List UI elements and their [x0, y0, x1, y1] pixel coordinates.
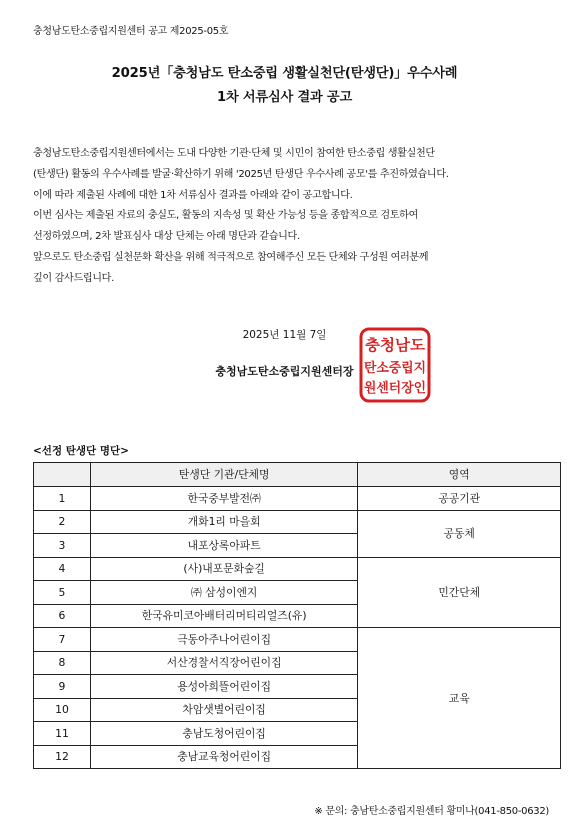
title-line2: 1차 서류심사 결과 공고 [216, 90, 352, 105]
row-number: 6 [34, 604, 91, 628]
body-line: 선정하였으며, 2차 발표심사 대상 단체는 아래 명단과 같습니다. [33, 231, 300, 243]
row-number: 12 [34, 745, 91, 769]
contact-info: ※ 문의: 충남탄소중립지원센터 황미나(041-850-0632) [314, 806, 549, 817]
body-line: 충청남도탄소중립지원센터에서는 도내 다양한 기관·단체 및 시민이 참여한 탄소중립 생활실천단 [33, 148, 435, 159]
group-name: 한국중부발전㈜ [90, 487, 357, 511]
group-name: 한국유미코아배터리머티리얼즈(유) [90, 604, 357, 628]
announcement-body [33, 144, 553, 290]
body-line: (탄생단) 활동의 우수사례를 발굴·확산하기 위해 '2025년 탄생단 우수사례 공모'를 추진하였습니다. [33, 168, 449, 180]
category-cell: 공공기관 [358, 487, 561, 511]
row-number: 5 [34, 581, 91, 605]
column-header-name: 탄생단 기관/단체명 [90, 463, 357, 487]
row-number: 3 [34, 534, 91, 558]
row-number: 1 [34, 487, 91, 511]
group-name: 충남교육청어린이집 [90, 745, 357, 769]
row-number: 7 [34, 628, 91, 652]
table-row [34, 557, 561, 581]
group-name: 서산경찰서직장어린이집 [90, 651, 357, 675]
category-cell: 공동체 [358, 510, 561, 557]
group-name: 차암샛별어린이집 [90, 698, 357, 722]
announcement-date: 2025년 11월 7일 [242, 329, 327, 341]
table-row [34, 487, 561, 511]
body-line: 깊이 감사드립니다. [33, 272, 114, 284]
official-seal-icon [358, 326, 432, 404]
seal-text-line3: 원센터장인 [364, 381, 427, 396]
body-line: 앞으로도 탄소중립 실천문화 확산을 위해 적극적으로 참여해주신 모든 단체와 구성원 여러분께 [33, 251, 429, 263]
group-name: (사)내포문화숲길 [90, 557, 357, 581]
group-name: 내포상록아파트 [90, 534, 357, 558]
list-title: <선정 탄생단 명단> [33, 445, 129, 457]
table-header-row [34, 463, 561, 487]
category-cell: 민간단체 [358, 557, 561, 628]
group-name: ㈜ 삼성이엔지 [90, 581, 357, 605]
title-line1: 2025년「충청남도 탄소중립 생활실천단(탄생단)」우수사례 [111, 66, 458, 81]
row-number: 4 [34, 557, 91, 581]
category-cell: 교육 [358, 628, 561, 769]
table-row [34, 510, 561, 534]
row-number: 10 [34, 698, 91, 722]
body-line: 이번 심사는 제출된 자료의 충실도, 활동의 지속성 및 확산 가능성 등을 종합적으로 검토하여 [33, 210, 418, 222]
issuing-organization: 충청남도탄소중립지원센터장 [215, 365, 354, 378]
row-number: 11 [34, 722, 91, 746]
row-number: 8 [34, 651, 91, 675]
row-number: 2 [34, 510, 91, 534]
column-header-number [34, 463, 91, 487]
seal-text-line1: 충청남도 [365, 336, 426, 354]
notice-number: 충청남도탄소중립지원센터 공고 제2025-05호 [33, 26, 229, 37]
row-number: 9 [34, 675, 91, 699]
group-name: 충남도청어린이집 [90, 722, 357, 746]
group-name: 극동아주나어린이집 [90, 628, 357, 652]
table-row [34, 628, 561, 652]
body-line: 이에 따라 제출된 사례에 대한 1차 서류심사 결과를 아래와 같이 공고합니다. [33, 189, 353, 201]
column-header-category: 영역 [358, 463, 561, 487]
group-name: 용성아희뜰어린이집 [90, 675, 357, 699]
seal-text-line2: 탄소중립지 [364, 361, 427, 376]
selected-groups-table [33, 462, 561, 769]
group-name: 개화1리 마을회 [90, 510, 357, 534]
